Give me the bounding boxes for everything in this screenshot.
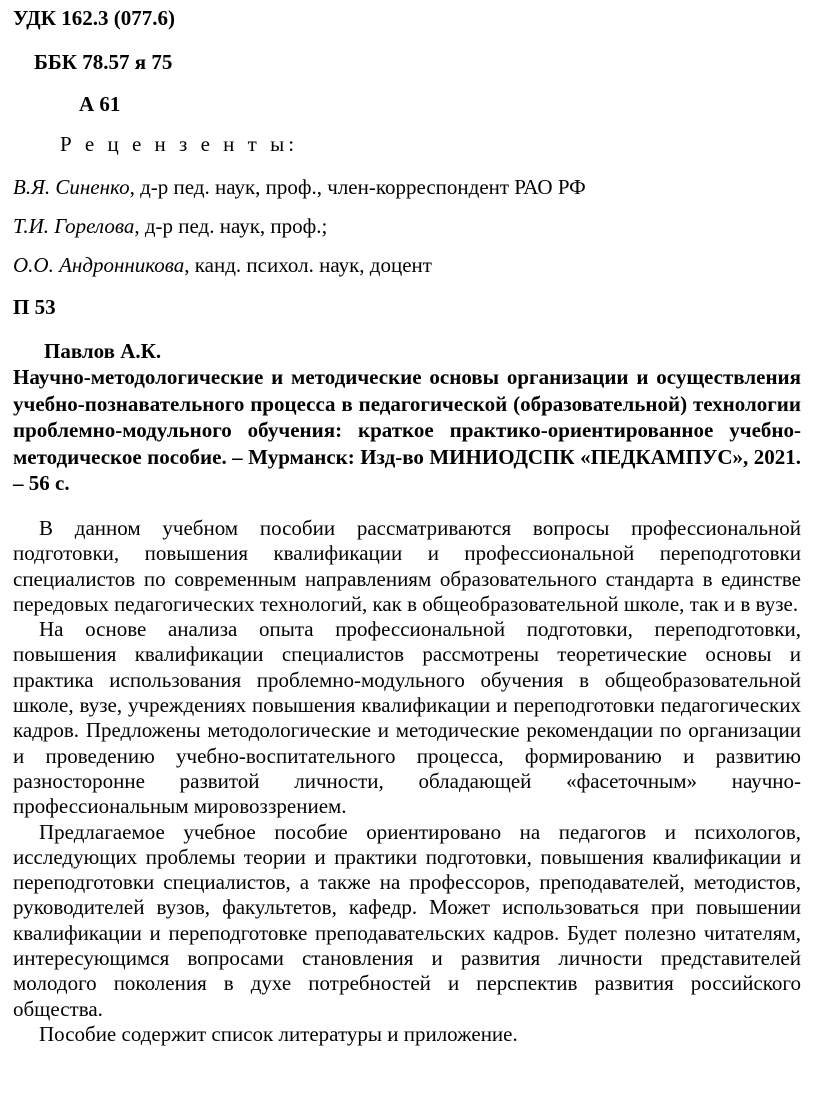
reviewer-entry [13, 252, 432, 278]
reviewers-heading: Р е ц е н з е н т ы: [60, 132, 299, 156]
reviewer-entry [13, 213, 327, 239]
reviewer-name: О.О. Андронникова [13, 253, 185, 277]
author-sign: А 61 [79, 92, 121, 116]
reviewer-details: , канд. психол. наук, доцент [184, 253, 432, 277]
bbk-code: ББК 78.57 я 75 [34, 50, 173, 74]
reviewer-entry [13, 174, 586, 200]
abstract-paragraph: На основе анализа опыта профессиональной подготовки, переподготовки, повышения квалификации специалистов рассмотрены теоретические основы и практика использования проблемно-модульного обучения в общеобразовательной школе, вузе, учреждениях повышения квалификации и переподготовки педагогических кадров. Предложены методологические и методические рекомендации по организации и проведению учебно-воспитательного процесса, формированию и развитию разносторонне развитой личности, обладающей «фасеточным» научно-профессиональным мировоззрением. [13, 617, 801, 819]
abstract-paragraph: Пособие содержит список литературы и приложение. [39, 1021, 518, 1046]
reviewer-name: Т.И. Горелова [13, 214, 135, 238]
reviewer-details: , д-р пед. наук, проф., член-корреспондент РАО РФ [129, 175, 586, 199]
abstract [13, 516, 801, 1047]
author-name: Павлов А.К. [44, 339, 162, 363]
bibliographic-entry: Научно-методологические и методические основы организации и осуществления учебно-познавательного процесса в педагогической (образовательной) технологии проблемно-модульного обучения: краткое практико-ориентированное учебно-методическое пособие. – Мурманск: Изд-во МИНИОДСПК «ПЕДКАМПУС», 2021. – 56 с. [13, 365, 801, 495]
abstract-paragraph: В данном учебном пособии рассматриваются вопросы профессиональной подготовки, повышения квалификации и профессиональной переподготовки специалистов по современным направлениям образовательного стандарта в единстве передовых педагогических технологий, как в общеобразовательной школе, так и в вузе. [13, 516, 801, 616]
catalog-code: П 53 [13, 295, 56, 319]
reviewer-details: , д-р пед. наук, проф.; [134, 214, 328, 238]
reviewer-name: В.Я. Синенко [13, 175, 130, 199]
abstract-paragraph: Предлагаемое учебное пособие ориентировано на педагогов и психологов, исследующих проблемы теории и практики подготовки, повышения квалификации и переподготовки специалистов, а также на профессоров, преподавателей, методистов, руководителей вузов, факультетов, кафедр. Может использоваться при повышении квалификации и переподготовке преподавательских кадров. Будет полезно читателям, интересующимся вопросами становления и развития личности представителей молодого поколения в духе потребностей и перспектив развития российского общества. [13, 819, 801, 1021]
udk-code: УДК 162.3 (077.6) [13, 6, 175, 30]
